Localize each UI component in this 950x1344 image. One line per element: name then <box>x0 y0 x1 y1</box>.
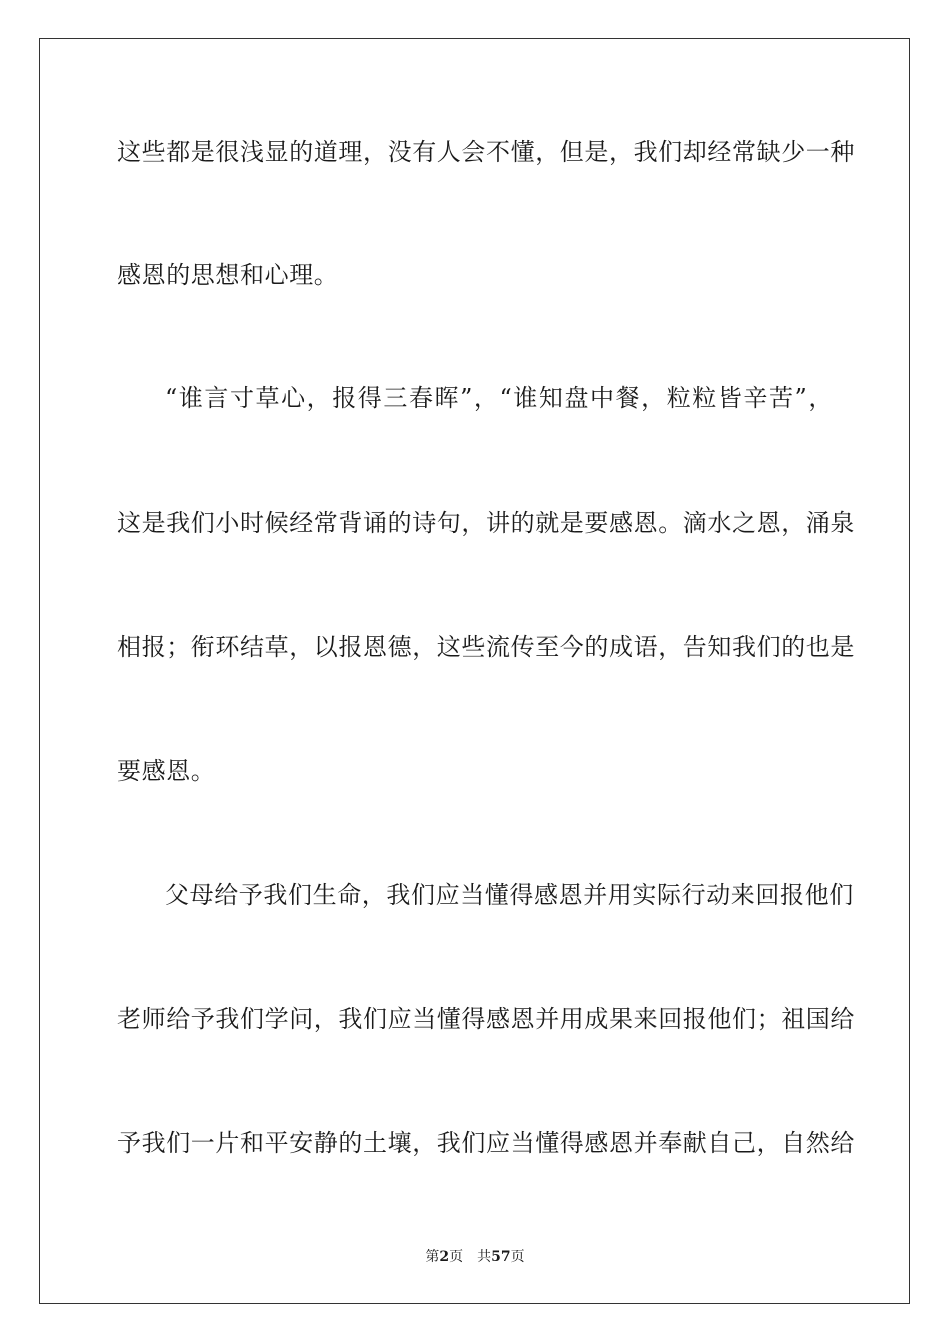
text-line: 这是我们小时候经常背诵的诗句，讲的就是要感恩。滴水之恩，涌泉 <box>117 509 855 537</box>
text-line: 老师给予我们学问，我们应当懂得感恩并用成果来回报他们；祖国给 <box>117 1005 855 1033</box>
page-prefix: 第 <box>425 1249 440 1265</box>
text-line: 感恩的思想和心理。 <box>117 261 339 289</box>
total-suffix: 页 <box>510 1249 525 1265</box>
text-line: 相报；衔环结草，以报恩德，这些流传至今的成语，告知我们的也是 <box>117 633 855 661</box>
text-line: “谁言寸草心，报得三春晖”，“谁知盘中餐，粒粒皆辛苦”， <box>165 384 833 412</box>
text-line: 这些都是很浅显的道理，没有人会不懂，但是，我们却经常缺少一种 <box>117 138 855 166</box>
page-footer <box>0 1248 950 1266</box>
page-suffix: 页 <box>449 1249 464 1265</box>
text-line: 父母给予我们生命，我们应当懂得感恩并用实际行动来回报他们 <box>165 881 854 909</box>
total-prefix: 共 <box>477 1249 492 1265</box>
text-line: 予我们一片和平安静的土壤，我们应当懂得感恩并奉献自己，自然给 <box>117 1129 855 1157</box>
page-frame <box>39 38 910 1304</box>
total-pages: 57 <box>491 1249 511 1265</box>
page-number: 2 <box>439 1249 450 1265</box>
text-line: 要感恩。 <box>117 757 216 785</box>
